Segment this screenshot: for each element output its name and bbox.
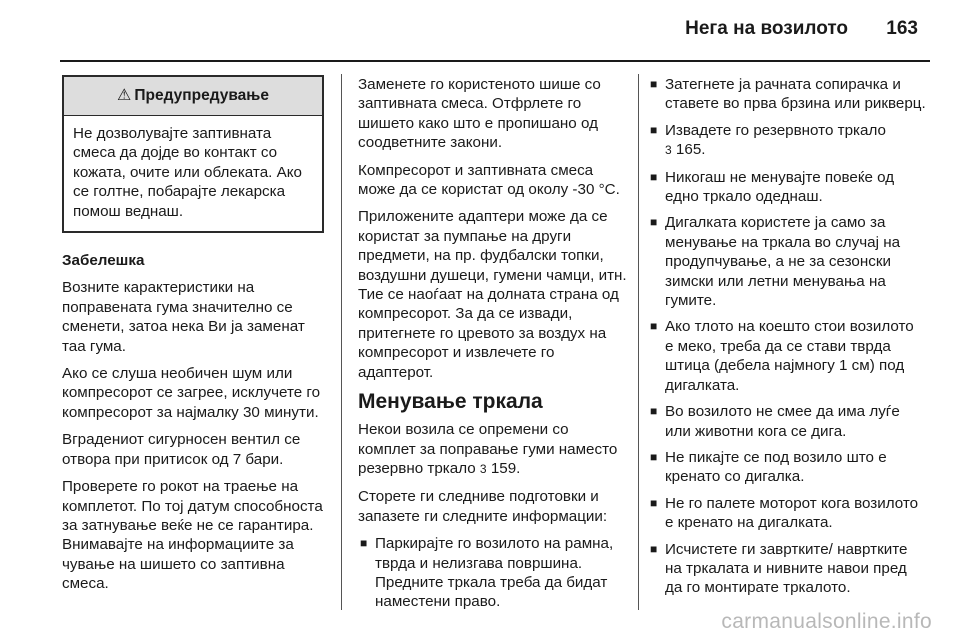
page-ref-icon: 3 (479, 461, 487, 476)
bullet-square-icon: ■ (650, 541, 658, 556)
list-item (648, 317, 926, 395)
list-item-text: Во возилото не смее да има луѓе или животни кога се дига. (665, 403, 900, 440)
list-item-text: Паркирајте го возилото на рамна, тврда и нелизгава површина. Предните тркала треба да бидат наместени право. (375, 535, 614, 611)
warning-header (64, 77, 322, 116)
intro-paragraph (358, 420, 630, 479)
page-ref-link[interactable]: 159. (490, 459, 521, 477)
bullet-list (648, 75, 926, 598)
list-item-text: Не пикајте се под возило што е кренато со дигалка. (665, 448, 887, 486)
paragraph: Приложените адаптери може да се користат за пумпање на други предмети, на пр. фудбалски топки, воздушни душеци, гумени чамци, итн. Тие се наоѓаат на долната страна од компресорот. За да се извади, притегнете го цревото за воздух на компресорот и извлечете го адаптерот. (358, 208, 627, 381)
intro-text: Некои возила се опремени со комплет за поправање гуми наместо резервно тркало (358, 421, 618, 477)
warning-text: Не дозволувајте заптивната смеса да дојде во контакт со кожата, очите или облеката. Ако се голтне, побарајте лекарска помош веднаш. (73, 125, 302, 220)
list-item (648, 168, 926, 207)
paragraph: Заменете го користеното шише со заптивната смеса. Отфрлете го шишето како што е пропишано од соодветните закони. (358, 76, 601, 152)
bullet-square-icon: ■ (650, 77, 658, 91)
bullet-square-icon: ■ (650, 449, 658, 464)
bullet-square-icon: ■ (650, 169, 658, 184)
paragraph: Вградениот сигурносен вентил се отвора при притисок од 7 бари. (62, 431, 301, 468)
list-item (648, 75, 926, 114)
list-item (648, 448, 926, 487)
paragraph: Компресорот и заптивната смеса може да се користат од околу -30 °C. (358, 161, 620, 199)
paragraph: Возните карактеристики на поправената гума значително се сменети, затоа нека Ви ја заменат таа гума. (62, 279, 305, 355)
column-divider (341, 74, 342, 610)
list-item (648, 402, 926, 441)
page-ref-icon: 3 (665, 143, 672, 158)
bullet-square-icon: ■ (650, 319, 658, 334)
list-item-text: Ако тлото на коешто стои возилото е меко, треба да се стави тврда штица (дебела најмногу 1 см) под дигалката. (665, 318, 914, 394)
page-number: 163 (886, 18, 918, 39)
bullet-square-icon: ■ (650, 122, 658, 137)
paragraph: Проверете го рокот на траење на комплетот. По тој датум способноста за затнување веќе не се гарантира. Внимавајте на информациите за чување на шишето со заптивна смеса. (62, 478, 323, 593)
bullet-square-icon: ■ (360, 536, 368, 551)
list-item (358, 534, 630, 612)
bullet-square-icon: ■ (650, 404, 658, 419)
bullet-square-icon: ■ (650, 495, 658, 510)
page-ref-link[interactable]: 165. (675, 141, 706, 159)
list-item (648, 540, 926, 598)
paragraph: Сторете ги следниве подготовки и запазете ги следните информации: (358, 488, 608, 525)
warning-title: Предупредување (134, 87, 269, 105)
list-item-text: Дигалката користете ја само за менување на тркала во случај на продупчување, а не за сезонски зимски или летни менувања на гумите. (665, 214, 901, 310)
list-item-text: Извадете го резервното тркало (665, 121, 886, 139)
list-item (648, 213, 926, 310)
left-column (62, 75, 326, 602)
warning-triangle-icon: ⚠ (117, 87, 132, 105)
list-item-text: Исчистете ги завртките/ навртките на тркалата и нивните навои пред да го монтирате тркалото. (665, 540, 908, 597)
warning-box (62, 75, 324, 233)
header-rule (60, 60, 930, 62)
bullet-square-icon: ■ (650, 215, 658, 230)
right-column (648, 75, 926, 605)
note-title: Забелешка (62, 252, 145, 270)
middle-column (358, 75, 630, 619)
list-item-text: Не го палете моторот кога возилото е кренато на дигалката. (665, 494, 919, 532)
column-divider (638, 74, 639, 610)
page-header-title: Нега на возилото (685, 18, 848, 39)
list-item (648, 494, 926, 533)
list-item-text: Никогаш не менувајте повеќе од едно тркало одеднаш. (665, 168, 895, 206)
list-item (648, 121, 926, 161)
paragraph: Ако се слуша необичен шум или компресорот се загрее, исклучете го компресорот за најмалку 30 минути. (62, 365, 321, 421)
section-title: Менување тркала (358, 390, 543, 414)
list-item-text: Затегнете ја рачната сопирачка и ставете во прва брзина или рикверц. (665, 76, 926, 113)
watermark: carmanualsonline.info (721, 610, 932, 633)
bullet-list (358, 534, 630, 612)
